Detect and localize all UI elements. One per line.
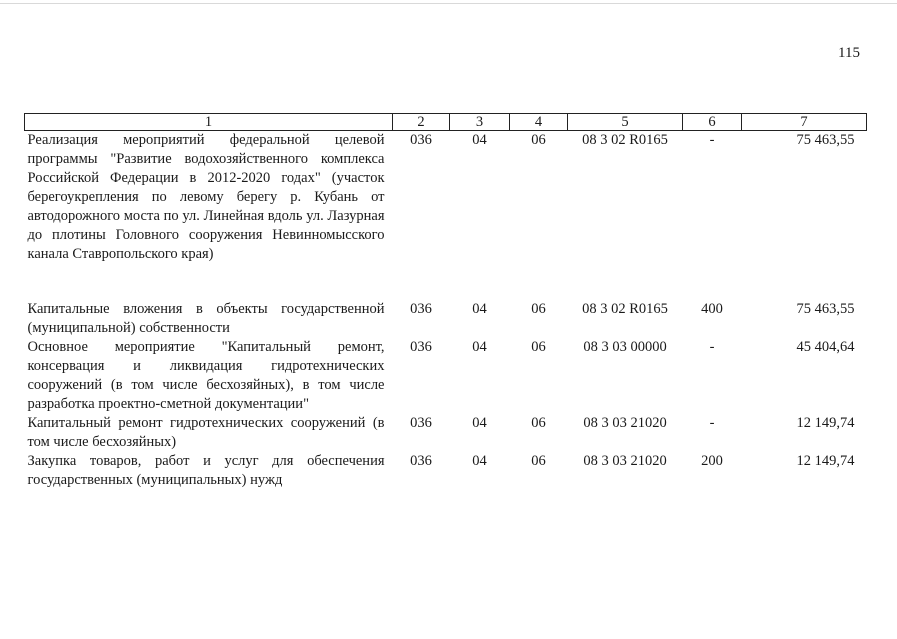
cell-col-4: 06 bbox=[531, 339, 546, 355]
cell-col-3: 04 bbox=[472, 339, 487, 355]
page-number: 115 bbox=[838, 45, 860, 61]
column-header-3: 3 bbox=[450, 114, 510, 131]
table-row bbox=[25, 131, 867, 265]
cell-col-2: 036 bbox=[410, 453, 432, 469]
column-header-4: 4 bbox=[510, 114, 568, 131]
cell-col-5: 08 3 03 00000 bbox=[583, 339, 667, 355]
cell-col-2: 036 bbox=[410, 339, 432, 355]
cell-col-2: 036 bbox=[410, 132, 432, 148]
cell-col-2: 036 bbox=[410, 301, 432, 317]
cell-col-4: 06 bbox=[531, 301, 546, 317]
column-header-5: 5 bbox=[568, 114, 683, 131]
budget-table bbox=[24, 113, 867, 490]
cell-col-6: - bbox=[709, 132, 715, 148]
row-description: Основное мероприятие "Капитальный ремонт, консервация и ликвидация гидротехнических сооружений (в том числе бесхозяйных), в том числе разработка проектно-сметной документации" bbox=[27, 339, 385, 412]
cell-col-3: 04 bbox=[472, 301, 487, 317]
cell-col-7: 12 149,74 bbox=[796, 453, 855, 469]
column-header-7: 7 bbox=[742, 114, 867, 131]
cell-col-7: 12 149,74 bbox=[796, 415, 855, 431]
cell-col-7: 45 404,64 bbox=[796, 339, 855, 355]
cell-col-7: 75 463,55 bbox=[796, 132, 855, 148]
cell-col-4: 06 bbox=[531, 415, 546, 431]
cell-col-6: - bbox=[709, 339, 715, 355]
table-row bbox=[25, 452, 867, 490]
scan-top-edge bbox=[0, 3, 897, 4]
header-row bbox=[25, 114, 867, 131]
spacer-cell bbox=[25, 264, 867, 300]
row-spacer bbox=[25, 264, 867, 300]
column-header-6: 6 bbox=[683, 114, 742, 131]
column-header-1: 1 bbox=[25, 114, 393, 131]
row-description: Капитальный ремонт гидротехнических сооружений (в том числе бесхозяйных) bbox=[27, 415, 385, 450]
cell-col-4: 06 bbox=[531, 132, 546, 148]
cell-col-3: 04 bbox=[472, 132, 487, 148]
cell-col-3: 04 bbox=[472, 415, 487, 431]
cell-col-4: 06 bbox=[531, 453, 546, 469]
cell-col-3: 04 bbox=[472, 453, 487, 469]
row-description: Реализация мероприятий федеральной целевой программы "Развитие водохозяйственного комплекса Российской Федерации в 2012-2020 годах" (участок берегоукрепления по левому берегу р. Кубань от автодорожного моста по ул. Линейная вдоль ул. Лазурная до плотины Головного сооружения Невинномысского канала Ставропольского края) bbox=[27, 132, 385, 262]
table-row bbox=[25, 338, 867, 414]
cell-col-7: 75 463,55 bbox=[796, 301, 855, 317]
cell-col-5: 08 3 02 R0165 bbox=[582, 132, 668, 148]
cell-col-2: 036 bbox=[410, 415, 432, 431]
table-row bbox=[25, 300, 867, 338]
cell-col-6: - bbox=[709, 415, 715, 431]
row-description: Капитальные вложения в объекты государственной (муниципальной) собственности bbox=[27, 301, 385, 336]
cell-col-6: 400 bbox=[701, 301, 723, 317]
column-header-2: 2 bbox=[393, 114, 450, 131]
cell-col-5: 08 3 02 R0165 bbox=[582, 301, 668, 317]
row-description: Закупка товаров, работ и услуг для обеспечения государственных (муниципальных) нужд bbox=[27, 453, 385, 488]
cell-col-6: 200 bbox=[701, 453, 723, 469]
cell-col-5: 08 3 03 21020 bbox=[583, 415, 667, 431]
table-row bbox=[25, 414, 867, 452]
cell-col-5: 08 3 03 21020 bbox=[583, 453, 667, 469]
